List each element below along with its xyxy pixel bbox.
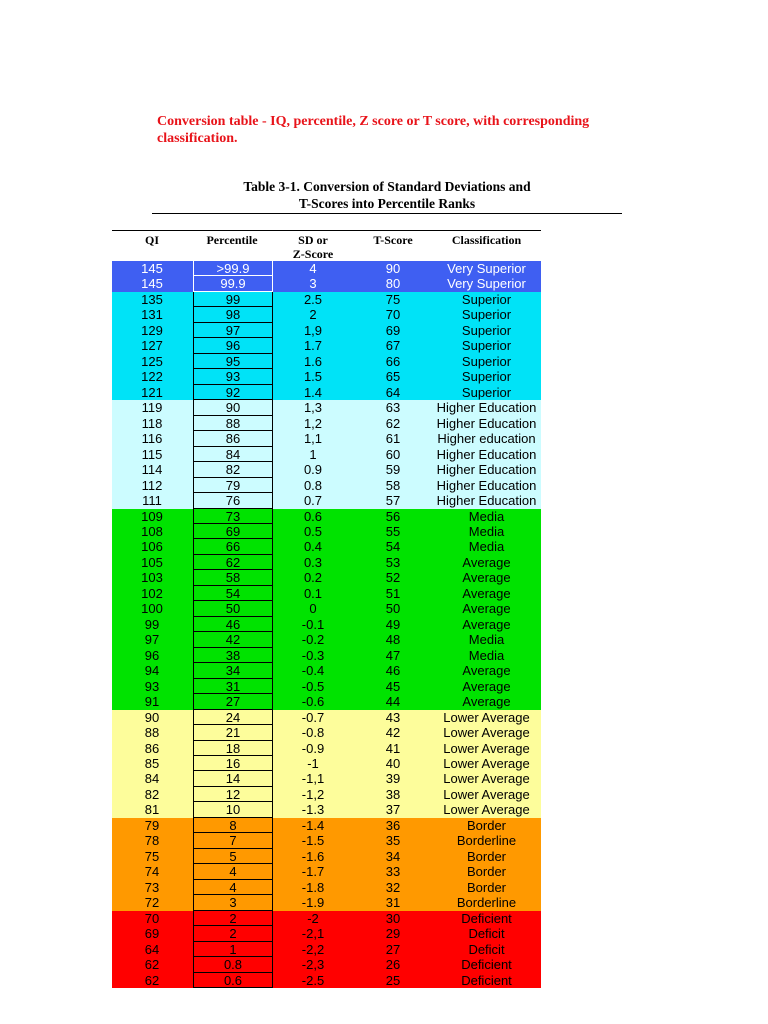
qi-cell: 93 [144,678,160,694]
tscore-cell: 37 [385,802,401,818]
classification-cell: Deficient [461,957,512,973]
table-row [112,911,541,926]
tscore-cell: 34 [385,848,401,864]
sd-cell: 1,3 [303,400,323,416]
tscore-cell: 32 [385,879,401,895]
sd-cell: -1.7 [301,864,325,880]
classification-cell: Higher Education [436,415,537,431]
qi-cell: 79 [144,817,160,833]
sd-cell: 0.9 [303,462,323,478]
table-row [112,400,541,415]
table-row [112,431,541,446]
table-row [112,632,541,647]
qi-cell: 116 [141,431,163,447]
classification-cell: Higher Education [436,477,537,493]
qi-cell: 122 [141,369,163,385]
qi-cell: 118 [141,415,163,431]
tscore-cell: 30 [385,910,401,926]
percentile-cell: 58 [193,570,273,585]
tscore-cell: 42 [385,725,401,741]
qi-cell: 97 [144,632,160,648]
classification-cell: Lower Average [443,756,530,771]
sd-cell: -0.3 [301,647,325,663]
table-row [112,756,541,771]
table-row [112,942,541,957]
tscore-cell: 67 [385,338,401,354]
sd-cell: -0.2 [301,632,325,648]
tscore-cell: 66 [385,353,401,369]
table-row [112,864,541,879]
percentile-cell: 66 [193,539,273,554]
table-row [112,354,541,369]
percentile-cell: 16 [193,756,273,771]
table-row [112,802,541,817]
table-row [112,416,541,431]
classification-cell: Lower Average [443,740,530,756]
percentile-cell: 12 [193,787,273,802]
percentile-cell: 2 [193,911,273,926]
qi-cell: 86 [144,740,160,756]
percentile-cell: 3 [193,895,273,910]
table-row [112,385,541,400]
percentile-cell: 46 [193,617,273,632]
percentile-cell: >99.9 [193,261,273,276]
table-body [112,261,541,988]
qi-cell: 94 [144,663,160,679]
classification-cell: Lower Average [443,725,530,741]
sd-cell: 1.4 [303,384,323,400]
sd-cell: 0.6 [303,508,323,524]
table-header [112,230,541,262]
percentile-cell: 90 [193,400,273,415]
qi-cell: 106 [141,539,163,555]
sd-cell: -1.5 [301,833,325,849]
tscore-cell: 62 [385,415,401,431]
percentile-cell: 50 [193,601,273,616]
classification-cell: Higher Education [436,493,537,509]
table-row [112,926,541,941]
classification-cell: Higher Education [436,462,537,478]
qi-cell: 131 [141,307,163,323]
tscore-cell: 43 [385,709,401,725]
qi-cell: 90 [144,709,160,725]
percentile-cell: 95 [193,354,273,369]
qi-cell: 96 [144,647,160,663]
table-row [112,679,541,694]
classification-cell: Average [462,616,511,632]
classification-cell: Average [462,554,511,570]
classification-cell: Superior [461,384,512,400]
qi-cell: 62 [144,972,160,988]
classification-cell: Lower Average [443,771,530,787]
qi-cell: 125 [141,353,163,369]
percentile-cell: 99.9 [193,276,273,291]
percentile-cell: 2 [193,926,273,941]
percentile-cell: 99 [193,292,273,307]
table-row [112,447,541,462]
table-row [112,725,541,740]
classification-cell: Media [468,632,505,648]
tscore-cell: 48 [385,632,401,648]
classification-cell: Superior [461,353,512,369]
table-row [112,833,541,848]
percentile-cell: 7 [193,833,273,848]
qi-cell: 84 [144,771,160,787]
table-row [112,741,541,756]
qi-cell: 115 [141,446,163,462]
sd-cell: -0.4 [301,663,325,679]
tscore-cell: 57 [385,493,401,509]
classification-cell: Border [466,817,507,833]
percentile-cell: 98 [193,307,273,322]
percentile-cell: 92 [193,385,273,400]
classification-cell: Superior [461,338,512,354]
caption-line-2: T-Scores into Percentile Ranks [298,196,476,211]
sd-cell: -2,3 [301,957,325,973]
percentile-cell: 84 [193,447,273,462]
sd-cell: -2,2 [301,941,325,957]
qi-cell: 70 [144,910,160,926]
sd-cell: 0.3 [303,554,323,570]
caption-line-1: Table 3-1. Conversion of Standard Deviations and [243,179,531,194]
tscore-cell: 56 [385,508,401,524]
tscore-cell: 53 [385,554,401,570]
table-row [112,570,541,585]
header-sd-line-1: SD or [298,233,328,247]
sd-cell: -1,1 [301,771,325,787]
qi-cell: 145 [141,261,163,276]
tscore-cell: 38 [385,786,401,802]
sd-cell: -0.7 [301,709,325,725]
sd-cell: -1 [307,756,319,771]
tscore-cell: 47 [385,647,401,663]
classification-cell: Media [468,523,505,539]
intro-heading: Conversion table - IQ, percentile, Z score or T score, with corresponding classification. [157,114,590,146]
qi-cell: 112 [141,477,163,493]
qi-cell: 102 [141,585,163,601]
table-row [112,493,541,508]
tscore-cell: 50 [385,601,401,617]
header-qi: QI [144,233,159,247]
tscore-cell: 31 [385,895,401,911]
percentile-cell: 0.8 [193,957,273,972]
header-tscore: T-Score [373,233,413,247]
percentile-cell: 96 [193,338,273,353]
table-row [112,895,541,910]
classification-cell: Average [462,585,511,601]
sd-cell: -0.8 [301,725,325,741]
classification-cell: Average [462,678,511,694]
classification-cell: Average [462,570,511,586]
sd-cell: -2.5 [301,972,325,988]
classification-cell: Higher Education [436,400,537,416]
qi-cell: 105 [141,554,163,570]
tscore-cell: 25 [385,972,401,988]
sd-cell: -0.9 [301,740,325,756]
percentile-cell: 27 [193,694,273,709]
tscore-cell: 65 [385,369,401,385]
percentile-cell: 0.6 [193,973,273,988]
tscore-cell: 29 [385,926,401,942]
classification-cell: Deficit [468,941,505,957]
table-row [112,539,541,554]
tscore-cell: 52 [385,570,401,586]
classification-cell: Media [468,647,505,663]
qi-cell: 72 [144,895,160,911]
classification-cell: Superior [461,307,512,323]
percentile-cell: 93 [193,369,273,384]
sd-cell: 0.4 [303,539,323,555]
tscore-cell: 51 [385,585,401,601]
qi-cell: 109 [141,508,163,524]
table-row [112,787,541,802]
tscore-cell: 59 [385,462,401,478]
sd-cell: -1.9 [301,895,325,911]
qi-cell: 108 [141,523,163,539]
sd-cell: -0.5 [301,678,325,694]
qi-cell: 127 [141,338,163,354]
sd-cell: 2.5 [303,291,323,307]
qi-cell: 129 [141,322,163,338]
tscore-cell: 26 [385,957,401,973]
sd-cell: -2,1 [301,926,325,942]
classification-cell: Very Superior [447,261,526,276]
qi-cell: 81 [144,802,160,818]
tscore-cell: 41 [385,740,401,756]
classification-cell: Media [468,508,505,524]
percentile-cell: 62 [193,555,273,570]
sd-cell: -1.8 [301,879,325,895]
percentile-cell: 34 [193,663,273,678]
tscore-cell: 63 [385,400,401,416]
classification-cell: Border [466,879,507,895]
qi-cell: 119 [141,400,163,416]
header-sd [272,233,354,261]
sd-cell: -1.3 [301,802,325,818]
table-row [112,617,541,632]
percentile-cell: 86 [193,431,273,446]
qi-cell: 103 [141,570,163,586]
percentile-cell: 14 [193,771,273,786]
table-caption [152,178,622,214]
qi-cell: 121 [141,384,163,400]
tscore-cell: 61 [385,431,401,447]
table-row [112,771,541,786]
sd-cell: -1.4 [301,817,325,833]
table-row [112,710,541,725]
table-row [112,586,541,601]
sd-cell: -2 [307,910,319,926]
tscore-cell: 49 [385,616,401,632]
table-row [112,849,541,864]
sd-cell: -0.1 [301,616,325,632]
tscore-cell: 35 [385,833,401,849]
qi-cell: 135 [141,291,163,307]
table-row [112,555,541,570]
table-row [112,957,541,972]
classification-cell: Deficient [461,910,512,926]
qi-cell: 111 [142,493,162,509]
percentile-cell: 4 [193,880,273,895]
classification-cell: Superior [461,291,512,307]
percentile-cell: 10 [193,802,273,817]
qi-cell: 114 [141,462,163,478]
table-row [112,462,541,477]
sd-cell: -0.6 [301,694,325,710]
classification-cell: Lower Average [443,709,530,725]
percentile-cell: 1 [193,942,273,957]
tscore-cell: 44 [385,694,401,710]
sd-cell: 2 [309,307,317,323]
tscore-cell: 36 [385,817,401,833]
classification-cell: Lower Average [443,786,530,802]
classification-cell: Border [466,864,507,880]
table-row [112,601,541,616]
tscore-cell: 90 [385,261,401,276]
sd-cell: -1.6 [301,848,325,864]
tscore-cell: 80 [385,276,401,292]
sd-cell: 0 [309,601,317,617]
header-classification: Classification [451,233,522,247]
classification-cell: Very Superior [447,276,526,292]
sd-cell: 3 [309,276,317,292]
sd-cell: 0.5 [303,523,323,539]
tscore-cell: 64 [385,384,401,400]
tscore-cell: 33 [385,864,401,880]
classification-cell: Superior [461,322,512,338]
classification-cell: Deficit [468,926,505,942]
percentile-cell: 18 [193,741,273,756]
classification-cell: Borderline [456,833,517,849]
sd-cell: 0.1 [303,585,323,601]
qi-cell: 91 [144,694,160,710]
sd-cell: 1,1 [303,431,323,447]
sd-cell: 1,2 [303,415,323,431]
qi-cell: 99 [144,616,160,632]
table-row [112,307,541,322]
tscore-cell: 55 [385,523,401,539]
classification-cell: Deficient [461,972,512,988]
sd-cell: 1.6 [303,353,323,369]
table-row [112,369,541,384]
table-row [112,292,541,307]
percentile-cell: 4 [193,864,273,879]
table-row [112,323,541,338]
qi-cell: 88 [144,725,160,741]
sd-cell: 4 [309,261,317,276]
tscore-cell: 60 [385,446,401,462]
qi-cell: 74 [144,864,160,880]
qi-cell: 73 [144,879,160,895]
classification-cell: Average [462,694,511,710]
percentile-cell: 82 [193,462,273,477]
percentile-cell: 76 [193,493,273,508]
percentile-cell: 21 [193,725,273,740]
sd-cell: 1,9 [303,322,323,338]
classification-cell: Lower Average [443,802,530,818]
classification-cell: Borderline [456,895,517,911]
sd-cell: 1 [309,446,317,462]
table-row [112,478,541,493]
tscore-cell: 54 [385,539,401,555]
table-row [112,261,541,276]
tscore-cell: 46 [385,663,401,679]
percentile-cell: 88 [193,416,273,431]
percentile-cell: 8 [193,818,273,833]
tscore-cell: 69 [385,322,401,338]
percentile-cell: 38 [193,648,273,663]
percentile-cell: 24 [193,710,273,725]
classification-cell: Superior [461,369,512,385]
classification-cell: Average [462,601,511,617]
sd-cell: 1.5 [303,369,323,385]
sd-cell: 0.2 [303,570,323,586]
classification-cell: Media [468,539,505,555]
table-row [112,694,541,709]
classification-cell: Average [462,663,511,679]
qi-cell: 69 [144,926,160,942]
percentile-cell: 54 [193,586,273,601]
percentile-cell: 69 [193,524,273,539]
header-sd-line-2: Z-Score [292,247,334,261]
qi-cell: 64 [144,941,160,957]
percentile-cell: 73 [193,509,273,524]
tscore-cell: 40 [385,756,401,771]
classification-cell: Border [466,848,507,864]
table-row [112,276,541,291]
qi-cell: 100 [141,601,163,617]
percentile-cell: 79 [193,478,273,493]
qi-cell: 62 [144,957,160,973]
table-row [112,338,541,353]
header-percentile: Percentile [206,233,258,247]
table-row [112,973,541,988]
table-row [112,663,541,678]
tscore-cell: 27 [385,941,401,957]
table-row [112,509,541,524]
tscore-cell: 75 [385,291,401,307]
sd-cell: 0.8 [303,477,323,493]
tscore-cell: 39 [385,771,401,787]
table-row [112,648,541,663]
percentile-cell: 42 [193,632,273,647]
classification-cell: Higher Education [436,446,537,462]
tscore-cell: 45 [385,678,401,694]
percentile-cell: 31 [193,679,273,694]
qi-cell: 75 [144,848,160,864]
classification-cell: Higher education [437,431,536,447]
sd-cell: 1.7 [303,338,323,354]
qi-cell: 78 [144,833,160,849]
qi-cell: 85 [144,756,160,771]
qi-cell: 145 [141,276,163,292]
tscore-cell: 58 [385,477,401,493]
sd-cell: -1,2 [301,786,325,802]
table-row [112,524,541,539]
qi-cell: 82 [144,786,160,802]
table-row [112,818,541,833]
percentile-cell: 5 [193,849,273,864]
percentile-cell: 97 [193,323,273,338]
tscore-cell: 70 [385,307,401,323]
sd-cell: 0.7 [303,493,323,509]
table-row [112,880,541,895]
